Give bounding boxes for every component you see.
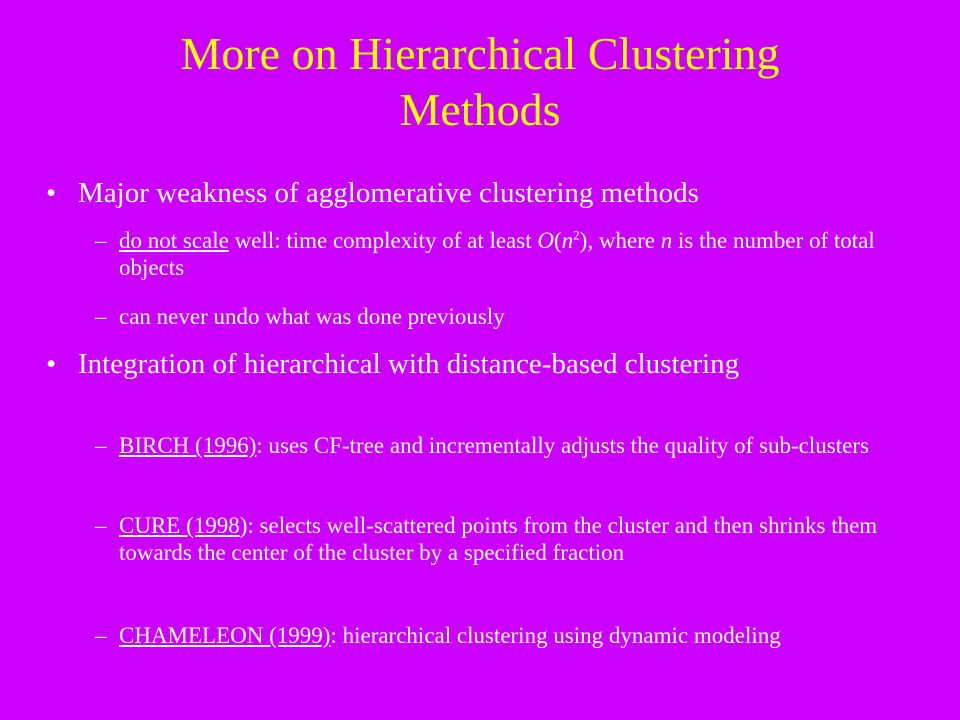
text-run: : hierarchical clustering using dynamic modeling [330,623,781,648]
sub-item-never-undo [95,303,895,330]
sub-marker: – [95,433,107,458]
text-run: ): selects well-scattered points from the cluster and then shrinks them towards the center of the cluster by a specified fraction [119,513,878,565]
slide-title-line-2: Methods [399,84,561,135]
sub-item-text: can never undo what was done previously [119,304,505,329]
underlined-term: CURE (1998 [119,513,240,538]
underlined-term: do not scale [119,228,229,253]
superscript: 2 [573,227,580,243]
sub-marker: – [95,304,107,329]
sub-marker: – [95,513,107,538]
sub-item-do-not-scale [95,227,895,281]
text-run: n [561,228,574,253]
underlined-term: BIRCH (1996) [119,433,257,458]
bullet-text: Integration of hierarchical with distance-based clustering [78,348,740,380]
text-run: ( [554,228,562,253]
sub-item-text [119,227,895,281]
text-run: is the number of total objects [119,228,875,280]
slide-title [40,26,920,138]
sub-item-birch [95,432,895,459]
slide-title-line-1: More on Hierarchical Clustering [180,28,780,79]
bullet-integration [46,347,886,381]
sub-marker: – [95,623,107,648]
bullet-marker: • [46,348,57,380]
sub-item-text [119,512,895,566]
sub-item-chameleon [95,622,895,649]
sub-item-cure [95,512,895,566]
sub-item-text [119,622,895,649]
bullet-major-weakness [46,176,886,210]
bullet-marker: • [46,177,57,209]
text-run: n [660,228,673,253]
underlined-term: CHAMELEON (1999) [119,623,331,648]
bullet-text: Major weakness of agglomerative clustering methods [78,177,699,209]
sub-marker: – [95,228,107,253]
text-run: well: time complexity of at least [228,228,538,253]
text-run: O [537,228,554,253]
sub-item-text [119,432,895,459]
text-run: : uses CF-tree and incrementally adjusts the quality of sub-clusters [256,433,869,458]
text-run: ), where [579,228,661,253]
